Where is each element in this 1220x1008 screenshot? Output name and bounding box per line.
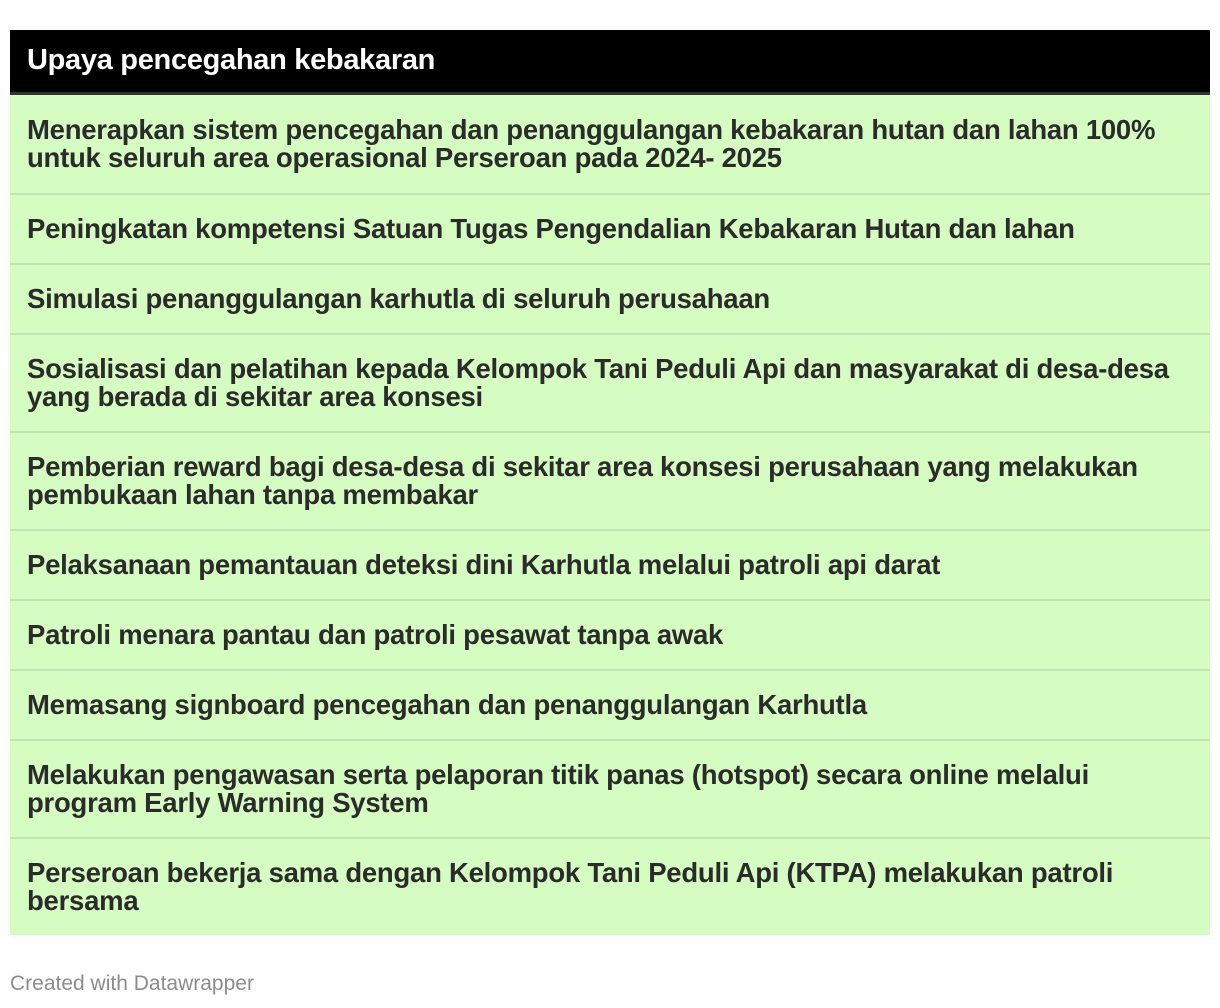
table-cell: Menerapkan sistem pencegahan dan penanggulangan kebakaran hutan dan lahan 100% untuk seluruh area operasional Perseroan pada 2024- 2025 — [27, 114, 1156, 173]
table-row — [10, 263, 1210, 333]
table-row — [10, 333, 1210, 431]
table-row — [10, 431, 1210, 529]
table-cell: Patroli menara pantau dan patroli pesawat tanpa awak — [27, 619, 724, 650]
table-cell: Sosialisasi dan pelatihan kepada Kelompok Tani Peduli Api dan masyarakat di desa-desa yang berada di sekitar area konsesi — [27, 353, 1169, 412]
table-row — [10, 193, 1210, 263]
table-row — [10, 599, 1210, 669]
table-cell: Pemberian reward bagi desa-desa di sekitar area konsesi perusahaan yang melakukan pembukaan lahan tanpa membakar — [27, 451, 1138, 510]
table-cell: Perseroan bekerja sama dengan Kelompok Tani Peduli Api (KTPA) melakukan patroli bersama — [27, 857, 1114, 916]
table-row — [10, 837, 1210, 935]
table-row — [10, 529, 1210, 599]
table-cell: Melakukan pengawasan serta pelaporan titik panas (hotspot) secara online melalui program Early Warning System — [27, 759, 1089, 818]
table-body — [10, 95, 1210, 935]
column-header: Upaya pencegahan kebakaran — [27, 44, 436, 77]
datawrapper-credit: Created with Datawrapper — [10, 972, 254, 995]
table-cell: Pelaksanaan pemantauan deteksi dini Karhutla melalui patroli api darat — [27, 549, 941, 580]
table-cell: Memasang signboard pencegahan dan penanggulangan Karhutla — [27, 689, 867, 720]
table-cell: Peningkatan kompetensi Satuan Tugas Pengendalian Kebakaran Hutan dan lahan — [27, 213, 1075, 244]
table-header — [10, 30, 1210, 95]
table-cell: Simulasi penanggulangan karhutla di seluruh perusahaan — [27, 283, 770, 314]
data-table — [10, 30, 1210, 935]
table-row — [10, 739, 1210, 837]
table-row — [10, 95, 1210, 193]
table-row — [10, 669, 1210, 739]
